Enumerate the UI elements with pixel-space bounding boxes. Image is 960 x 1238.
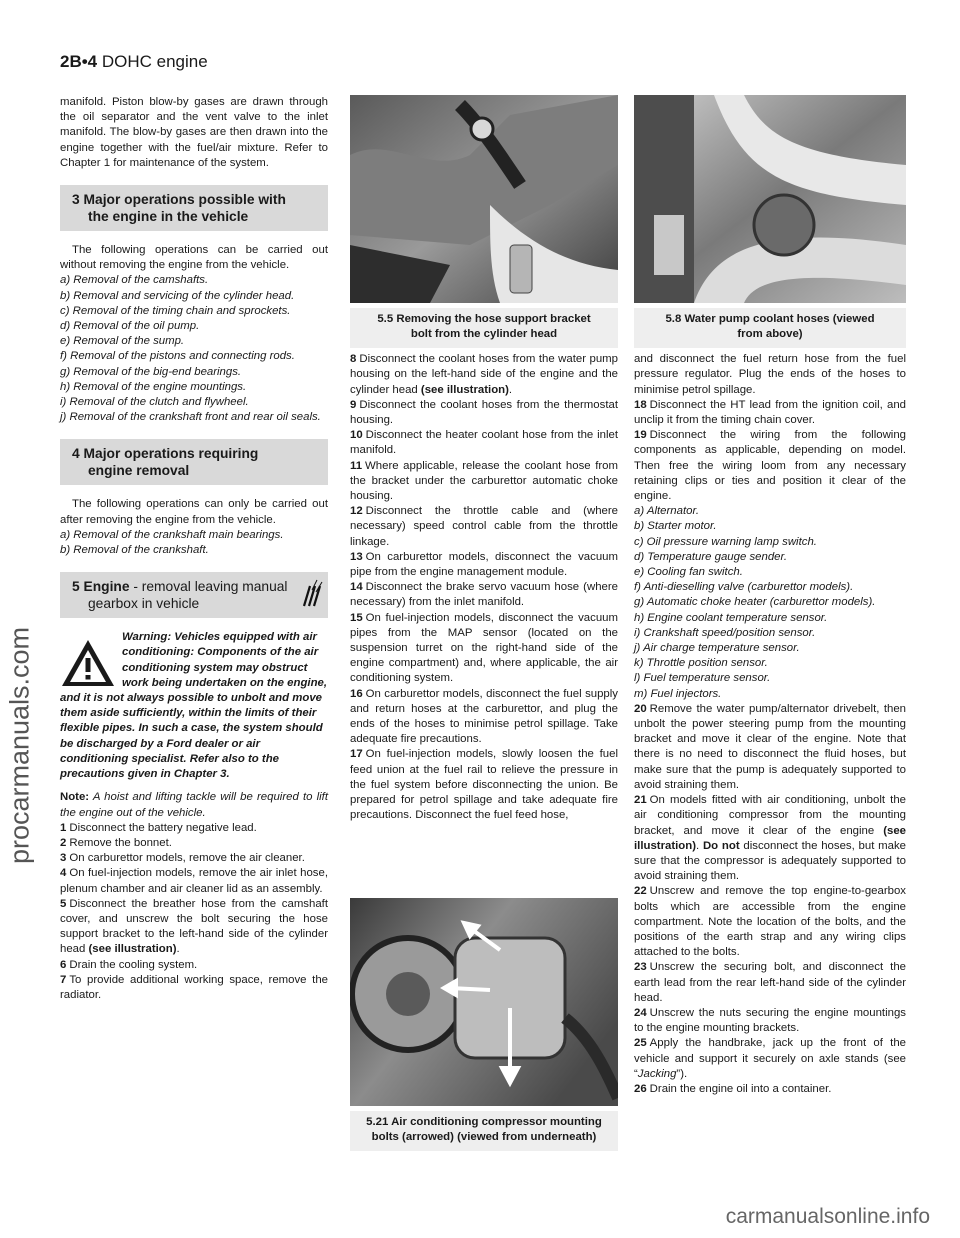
step-paragraph (60, 973, 328, 1003)
note-label: Note: (60, 791, 90, 804)
section-4-heading (60, 439, 328, 485)
jacking-ref: Jacking (637, 1067, 677, 1080)
step-paragraph (350, 687, 618, 748)
step-text: On carburettor models, remove the air cleaner. (69, 852, 305, 865)
step-paragraph (350, 611, 618, 687)
step-number: 5 (60, 897, 67, 910)
list-item: e) Removal of the sump. (60, 335, 185, 348)
list-item: f) Anti-dieselling valve (carburettor models). (634, 581, 854, 594)
list-item: j) Air charge temperature sensor. (634, 642, 800, 655)
section-number: 5 (72, 579, 80, 595)
list-item: f) Removal of the pistons and connecting rods. (60, 350, 295, 363)
step-paragraph (350, 398, 618, 428)
note-text: A hoist and lifting tackle will be required to lift the engine out of the vehicle. (60, 791, 328, 819)
step-paragraph (350, 352, 618, 398)
compressor-photo (350, 898, 618, 1106)
step-number: 21 (634, 794, 647, 807)
step-paragraph (60, 958, 328, 973)
continued-paragraph: and disconnect the fuel return hose from the fuel pressure regulator. Plug the ends of the hoses to minimise petrol spillage. (634, 353, 906, 396)
step-text-end: . (508, 383, 513, 396)
step-text: Disconnect the coolant hoses from the water pump housing on the left-hand side of the engine and the cylinder head (350, 353, 618, 396)
step-21 (634, 793, 906, 884)
step-text: Apply the handbrake, jack up the front of the vehicle and support it securely on axle stands (see “ (634, 1037, 906, 1080)
list-item: a) Alternator. (634, 505, 699, 518)
step-paragraph (350, 459, 618, 505)
step-text: Unscrew the nuts securing the engine mountings to the engine mounting brackets. (634, 1006, 906, 1035)
step-text: On fuel-injection models, disconnect the vacuum pipes from the MAP sensor (located on the suspension turret on the right-hand side of the engine compartment) and, where applicable, the air conditioning system. (350, 611, 618, 685)
step-text: On carburettor models, disconnect the fuel supply and return hoses at the carburettor, and plug the ends of the hoses to minimise petrol spillage. Take adequate fire precautions. (350, 687, 618, 746)
step-text: To provide additional working space, remove the radiator. (60, 973, 328, 1001)
note-paragraph (60, 790, 328, 820)
section-title-line1: Major operations requiring (83, 446, 259, 462)
step-number: 25 (634, 1037, 647, 1050)
see-illustration: (see illustration) (417, 383, 509, 396)
step-number: 3 (60, 852, 67, 865)
list-item: k) Throttle position sensor. (634, 657, 768, 670)
list-item: l) Fuel temperature sensor. (634, 672, 771, 685)
step-number: 19 (634, 429, 647, 442)
step-paragraph (350, 747, 618, 823)
water-pump-hoses-photo (634, 95, 906, 303)
intro-paragraph: manifold. Piston blow-by gases are drawn through the oil separator and the vent valve to the inlet manifold. The blow-by gases are then drawn into the engine together with the fuel/air mixture. Refer to Chapter 1 for maintenance of the system. (60, 96, 328, 169)
step-number: 26 (634, 1082, 647, 1095)
step-paragraph (350, 504, 618, 550)
page-title: DOHC engine (101, 52, 208, 71)
step-text: Unscrew the securing bolt, and disconnect the earth lead from the rear left-hand side of the cylinder head. (634, 961, 906, 1004)
list-item: i) Removal of the clutch and flywheel. (60, 396, 249, 409)
section-3-heading (60, 185, 328, 231)
step-number: 24 (634, 1006, 647, 1019)
step-text-rest: disconnect the hoses, but make sure that the compressor is adequately supported to avoid straining them. (634, 839, 906, 883)
do-not-emphasis: Do not (702, 839, 740, 852)
figure-5-21 (350, 898, 618, 1151)
section-4-list (60, 528, 328, 558)
column-1 (60, 95, 328, 1003)
caption-line1: 5.5 Removing the hose support bracket (377, 313, 591, 326)
step-number: 7 (60, 973, 67, 986)
list-item: b) Removal of the crankshaft. (60, 544, 209, 557)
side-watermark: procarmanuals.com (4, 626, 35, 865)
step-number: 10 (350, 429, 363, 442)
step-text: Unscrew and remove the top engine-to-gearbox bolts which are accessible from the engine compartment. Note the location of the bolts, and the positions of the earth strap and any wiring clips attached to the bolts. (634, 885, 906, 959)
list-item: a) Removal of the camshafts. (60, 274, 209, 287)
section-3-intro: The following operations can be carried out without removing the engine from the vehicle. (60, 244, 328, 272)
list-item: d) Temperature gauge sender. (634, 550, 788, 563)
step-paragraph (60, 866, 328, 896)
step-text: On fuel-injection models, remove the air inlet hose, plenum chamber and air cleaner lid as an assembly. (60, 867, 328, 895)
step-number: 17 (350, 748, 363, 761)
step-text-mid: . (696, 839, 703, 852)
step-text: Disconnect the HT lead from the ignition coil, and unclip it from the timing chain cover. (634, 398, 906, 427)
page-header (60, 52, 208, 72)
step-paragraph (350, 580, 618, 610)
step-text: Disconnect the wiring from the following components as applicable, depending on model. Then free the wiring loom from any necessary retaining clips or ties and position it clear of the engine. (634, 429, 906, 503)
list-item: h) Removal of the engine mountings. (60, 380, 247, 393)
list-item: e) Cooling fan switch. (634, 566, 743, 579)
list-item: h) Engine coolant temperature sensor. (634, 611, 828, 624)
see-illustration: (see illustration) (634, 824, 907, 852)
step-text: Disconnect the throttle cable and (where necessary) speed control cable from the throttle linkage. (350, 505, 618, 548)
list-item: c) Oil pressure warning lamp switch. (634, 535, 817, 548)
step-24 (634, 1006, 906, 1036)
section-3-list (60, 273, 328, 425)
step-number: 22 (634, 885, 647, 898)
list-item: b) Starter motor. (634, 520, 717, 533)
step-number: 12 (350, 505, 363, 518)
list-item: b) Removal and servicing of the cylinder head. (60, 289, 295, 302)
warning-box (60, 630, 328, 782)
caption-line1: 5.21 Air conditioning compressor mounting (366, 1116, 602, 1129)
hose-bracket-photo (350, 95, 618, 303)
section-5-heading (60, 572, 328, 618)
step-text: Disconnect the heater coolant hose from the inlet manifold. (350, 429, 618, 457)
step-text: On carburettor models, disconnect the vacuum pipe from the engine management module. (350, 550, 618, 579)
figure-5-21-caption (350, 1111, 618, 1151)
list-item: g) Removal of the big-end bearings. (60, 365, 242, 378)
step-number: 9 (350, 398, 357, 411)
caption-line2: bolts (arrowed) (viewed from underneath) (371, 1131, 597, 1144)
step-text: Disconnect the battery negative lead. (69, 821, 257, 834)
step-number: 23 (634, 961, 647, 974)
step-text: Drain the engine oil into a container. (649, 1082, 832, 1095)
list-item: a) Removal of the crankshaft main bearings. (60, 528, 284, 541)
step-text: Disconnect the coolant hoses from the thermostat housing. (350, 398, 618, 427)
step-25 (634, 1036, 906, 1082)
step-18 (634, 398, 906, 428)
step-number: 8 (350, 353, 357, 366)
step-number: 11 (350, 459, 363, 472)
step-paragraph (60, 851, 328, 866)
list-item: d) Removal of the oil pump. (60, 320, 200, 333)
caption-line2: bolt from the cylinder head (410, 328, 558, 341)
wiring-components-list (634, 504, 906, 702)
list-item: c) Removal of the timing chain and sprockets. (60, 304, 291, 317)
step-paragraph (60, 821, 328, 836)
step-paragraph (60, 836, 328, 851)
figure-5-5 (350, 95, 618, 348)
step-text: On models fitted with air conditioning, unbolt the air conditioning compressor from the mounting bracket, and move it clear of the engine (634, 794, 906, 837)
step-20 (634, 702, 906, 793)
step-number: 18 (634, 398, 647, 411)
step-text-end: . (176, 943, 180, 956)
step-text: Remove the bonnet. (69, 836, 172, 849)
step-number: 20 (634, 702, 647, 715)
see-illustration: (see illustration) (85, 943, 177, 956)
list-item: i) Crankshaft speed/position sensor. (634, 626, 816, 639)
figure-5-8 (634, 95, 906, 348)
bottom-watermark: carmanualsonline.info (725, 1205, 930, 1228)
step-paragraph (60, 897, 328, 958)
section-title-bold: Engine (83, 579, 130, 595)
step-23 (634, 960, 906, 1006)
step-26 (634, 1082, 906, 1097)
section-title-line1: Major operations possible with (83, 192, 286, 208)
list-item: m) Fuel injectors. (634, 687, 722, 700)
step-text: Disconnect the breather hose from the camshaft cover, and unscrew the bolt securing the hose support bracket to the left-hand side of the cylinder head (60, 897, 328, 956)
step-number: 13 (350, 550, 363, 563)
column-3-text (634, 352, 906, 1097)
list-item: j) Removal of the crankshaft front and rear oil seals. (60, 411, 321, 424)
step-number: 6 (60, 958, 67, 971)
step-number: 2 (60, 836, 67, 849)
section-title-line2: the engine in the vehicle (88, 209, 249, 225)
page-code: 2B•4 (60, 52, 98, 71)
steps-list-1 (60, 821, 328, 1003)
step-number: 14 (350, 581, 363, 594)
column-3 (634, 95, 906, 1097)
step-text: Drain the cooling system. (69, 958, 198, 971)
step-19 (634, 428, 906, 504)
section-number: 4 (72, 446, 80, 462)
section-title-line2: gearbox in vehicle (88, 596, 200, 612)
step-text: On fuel-injection models, slowly loosen the fuel feed union at the fuel rail to relieve the pressure in the fuel system before disconnecting the union. Be prepared for petrol spillage and take adequate fire precautions. Disconnect the fuel feed hose, (350, 748, 618, 822)
step-number: 1 (60, 821, 67, 834)
difficulty-spanner-icon (300, 578, 324, 608)
step-text-end: ”). (676, 1067, 688, 1080)
step-paragraph (350, 428, 618, 458)
step-22 (634, 884, 906, 960)
section-number: 3 (72, 192, 80, 208)
step-text: Disconnect the brake servo vacuum hose (where necessary) from the inlet manifold. (350, 581, 618, 609)
step-number: 16 (350, 687, 363, 700)
step-paragraph (350, 550, 618, 580)
step-text: Where applicable, release the coolant hose from the bracket under the carburettor automatic choke housing. (350, 459, 618, 503)
column-2 (350, 95, 618, 1144)
caption-line2: from above) (737, 328, 803, 341)
figure-5-5-caption (350, 308, 618, 348)
warning-text: Warning: Vehicles equipped with air conditioning: Components of the air conditioning system may obstruct work being undertaken on the engine, and it is not always possible to unbolt and move them aside sufficiently, within the limits of their flexible pipes. In such a case, the system should be discharged by a Ford dealer or air conditioning specialist. Refer also to the precautions given in Chapter 3. (60, 631, 328, 781)
section-title-line2: engine removal (88, 463, 190, 479)
list-item: g) Automatic choke heater (carburettor models). (634, 596, 876, 609)
step-number: 15 (350, 611, 363, 624)
step-number: 4 (60, 867, 67, 880)
figure-5-8-caption (634, 308, 906, 348)
steps-list-2 (350, 352, 618, 823)
section-4-intro: The following operations can only be carried out after removing the engine from the vehicle. (60, 498, 328, 526)
warning-triangle-icon (60, 638, 116, 688)
section-title-rest: - removal leaving manual (129, 579, 288, 595)
caption-line1: 5.8 Water pump coolant hoses (viewed (665, 313, 875, 326)
step-text: Remove the water pump/alternator drivebelt, then unbolt the power steering pump from the mounting bracket and move it clear of the engine. Note that there is no need to disconnect the fluid hoses, but make sure that the pump is adequately supported to avoid straining them. (634, 702, 906, 791)
